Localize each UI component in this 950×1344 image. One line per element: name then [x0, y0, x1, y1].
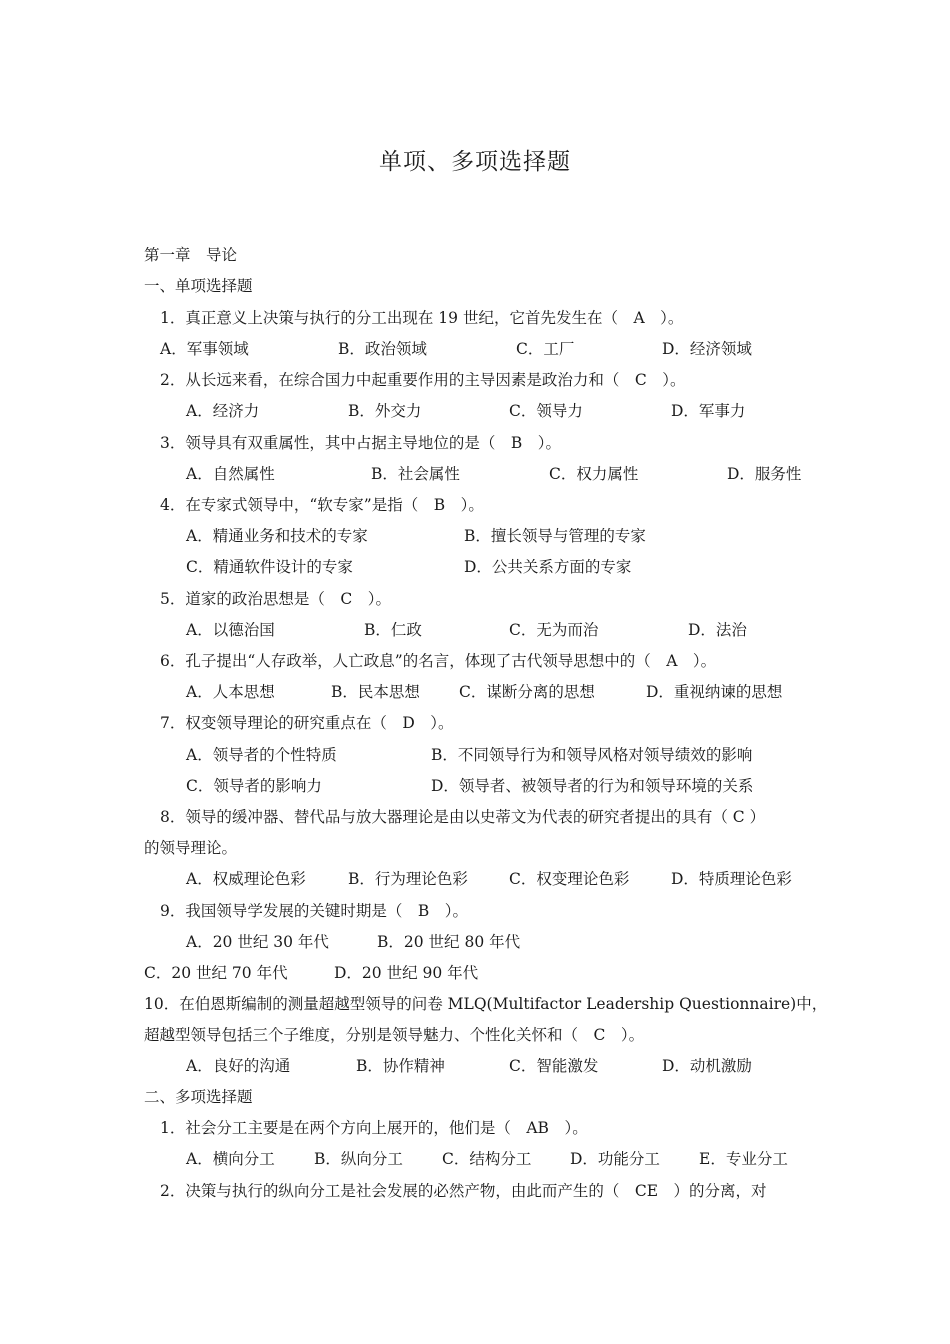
chapter-heading: 第一章 导论 — [144, 246, 238, 264]
option: D．重视纳谏的思想 — [646, 683, 783, 701]
option: D．20 世纪 90 年代 — [334, 964, 479, 982]
option: A．20 世纪 30 年代 — [186, 933, 329, 951]
option: B．外交力 — [348, 402, 422, 420]
option: D．特质理论色彩 — [671, 870, 792, 888]
option: D．动机激励 — [662, 1057, 752, 1075]
question-text: 6．孔子提出“人存政举，人亡政息”的名言，体现了古代领导思想中的（ A ）。 — [160, 652, 717, 670]
option: B．擅长领导与管理的专家 — [464, 527, 646, 545]
option: A．军事领域 — [160, 340, 249, 358]
option: C．精通软件设计的专家 — [186, 558, 353, 576]
option: C．无为而治 — [509, 621, 599, 639]
option: A．经济力 — [186, 402, 260, 420]
option: D．服务性 — [727, 465, 802, 483]
section-heading-multiple: 二、多项选择题 — [144, 1088, 253, 1106]
option: A．横向分工 — [186, 1150, 275, 1168]
option: D．功能分工 — [570, 1150, 660, 1168]
option: B．政治领域 — [338, 340, 427, 358]
question-text: 8．领导的缓冲器、替代品与放大器理论是由以史蒂文为代表的研究者提出的具有（ C ） — [160, 808, 766, 826]
option: B．社会属性 — [371, 465, 460, 483]
option: A．人本思想 — [186, 683, 275, 701]
question-text: 1．社会分工主要是在两个方向上展开的，他们是（ AB ）。 — [160, 1119, 588, 1137]
option: C．工厂 — [516, 340, 575, 358]
option: C．领导者的影响力 — [186, 777, 322, 795]
option: C．领导力 — [509, 402, 583, 420]
option: A．领导者的个性特质 — [186, 746, 337, 764]
option: D．领导者、被领导者的行为和领导环境的关系 — [431, 777, 754, 795]
option: B．20 世纪 80 年代 — [377, 933, 521, 951]
option: B．行为理论色彩 — [348, 870, 468, 888]
option: A．以德治国 — [186, 621, 275, 639]
option: C．结构分工 — [442, 1150, 532, 1168]
option: A．精通业务和技术的专家 — [186, 527, 368, 545]
section-heading-single: 一、单项选择题 — [144, 277, 253, 295]
question-text: 10．在伯恩斯编制的测量超越型领导的问卷 MLQ(Multifactor Leadership Questionnaire)中， — [144, 995, 828, 1013]
question-text: 2．从长远来看，在综合国力中起重要作用的主导因素是政治力和（ C ）。 — [160, 371, 686, 389]
option: A．自然属性 — [186, 465, 275, 483]
question-text: 3．领导具有双重属性，其中占据主导地位的是（ B ）。 — [160, 434, 562, 452]
option: B．协作精神 — [356, 1057, 445, 1075]
option: C．20 世纪 70 年代 — [144, 964, 288, 982]
option: A．良好的沟通 — [186, 1057, 291, 1075]
page-title: 单项、多项选择题 — [379, 149, 571, 175]
option: C．权变理论色彩 — [509, 870, 630, 888]
question-text: 5．道家的政治思想是（ C ）。 — [160, 590, 391, 608]
question-text-continued: 的领导理论。 — [144, 839, 238, 857]
option: B．纵向分工 — [314, 1150, 403, 1168]
option: C．权力属性 — [549, 465, 639, 483]
option: C．谋断分离的思想 — [459, 683, 595, 701]
option: B．不同领导行为和领导风格对领导绩效的影响 — [431, 746, 753, 764]
option: D．法治 — [688, 621, 747, 639]
option: E．专业分工 — [699, 1150, 788, 1168]
option: B．民本思想 — [331, 683, 420, 701]
question-text-continued: 超越型领导包括三个子维度，分别是领导魅力、个性化关怀和（ C ）。 — [144, 1026, 645, 1044]
question-text: 9．我国领导学发展的关键时期是（ B ）。 — [160, 902, 469, 920]
question-text: 7．权变领导理论的研究重点在（ D ）。 — [160, 714, 454, 732]
option: C．智能激发 — [509, 1057, 599, 1075]
option: D．经济领域 — [662, 340, 752, 358]
option: D．军事力 — [671, 402, 746, 420]
question-text: 1．真正意义上决策与执行的分工出现在 19 世纪，它首先发生在（ A ）。 — [160, 309, 684, 327]
question-text: 2．决策与执行的纵向分工是社会发展的必然产物，由此而产生的（ CE ）的分离，对 — [160, 1182, 767, 1200]
question-text: 4．在专家式领导中，“软专家”是指（ B ）。 — [160, 496, 484, 514]
option: D．公共关系方面的专家 — [464, 558, 632, 576]
option: B．仁政 — [364, 621, 422, 639]
option: A．权威理论色彩 — [186, 870, 306, 888]
